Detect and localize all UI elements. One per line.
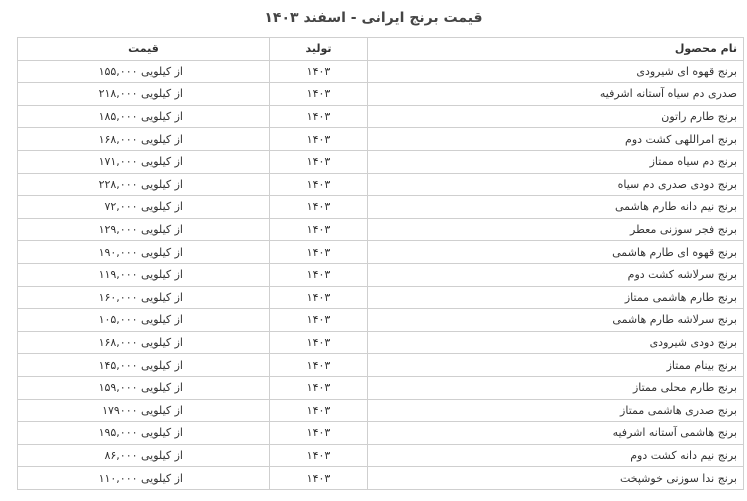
table-row xyxy=(18,218,744,241)
product-name-cell: برنج طارم هاشمی ممتاز xyxy=(368,286,744,309)
table-row xyxy=(18,83,744,106)
table-row xyxy=(18,128,744,151)
header-product-name: نام محصول xyxy=(368,38,744,61)
production-cell: ۱۴۰۳ xyxy=(270,83,368,106)
price-cell: از کیلویی ۱۷۱,۰۰۰ xyxy=(18,150,270,173)
production-cell: ۱۴۰۳ xyxy=(270,241,368,264)
price-cell: از کیلویی ۱۶۰,۰۰۰ xyxy=(18,286,270,309)
table-header-row xyxy=(18,38,744,61)
product-name-cell: برنج فجر سوزنی معطر xyxy=(368,218,744,241)
product-name-cell: برنج طارم محلی ممتاز xyxy=(368,376,744,399)
table-row xyxy=(18,150,744,173)
table-row xyxy=(18,105,744,128)
table-row xyxy=(18,241,744,264)
table-row xyxy=(18,422,744,445)
price-cell: از کیلویی ۱۷۹۰۰۰ xyxy=(18,399,270,422)
production-cell: ۱۴۰۳ xyxy=(270,105,368,128)
price-cell: از کیلویی ۱۶۸,۰۰۰ xyxy=(18,331,270,354)
product-name-cell: برنج طارم راتون xyxy=(368,105,744,128)
product-name-cell: برنج سرلاشه کشت دوم xyxy=(368,263,744,286)
product-name-cell: برنج قهوه ای شیرودی xyxy=(368,60,744,83)
price-cell: از کیلویی ۷۲,۰۰۰ xyxy=(18,196,270,219)
price-table xyxy=(17,37,744,490)
table-row xyxy=(18,263,744,286)
table-row xyxy=(18,444,744,467)
production-cell: ۱۴۰۳ xyxy=(270,422,368,445)
production-cell: ۱۴۰۳ xyxy=(270,218,368,241)
production-cell: ۱۴۰۳ xyxy=(270,309,368,332)
production-cell: ۱۴۰۳ xyxy=(270,354,368,377)
product-name-cell: برنج هاشمی آستانه اشرفیه xyxy=(368,422,744,445)
production-cell: ۱۴۰۳ xyxy=(270,60,368,83)
price-cell: از کیلویی ۲۱۸,۰۰۰ xyxy=(18,83,270,106)
header-production: تولید xyxy=(270,38,368,61)
price-cell: از کیلویی ۱۰۵,۰۰۰ xyxy=(18,309,270,332)
price-cell: از کیلویی ۱۲۹,۰۰۰ xyxy=(18,218,270,241)
price-cell: از کیلویی ۱۵۹,۰۰۰ xyxy=(18,376,270,399)
production-cell: ۱۴۰۳ xyxy=(270,128,368,151)
product-name-cell: برنج نیم دانه کشت دوم xyxy=(368,444,744,467)
price-cell: از کیلویی ۱۵۵,۰۰۰ xyxy=(18,60,270,83)
price-cell: از کیلویی ۱۱۹,۰۰۰ xyxy=(18,263,270,286)
product-name-cell: برنج صدری هاشمی ممتاز xyxy=(368,399,744,422)
table-row xyxy=(18,60,744,83)
production-cell: ۱۴۰۳ xyxy=(270,173,368,196)
product-name-cell: برنج ندا سوزنی خوشپخت xyxy=(368,467,744,490)
header-price: قیمت xyxy=(18,38,270,61)
production-cell: ۱۴۰۳ xyxy=(270,150,368,173)
price-cell: از کیلویی ۱۶۸,۰۰۰ xyxy=(18,128,270,151)
table-row xyxy=(18,399,744,422)
product-name-cell: صدری دم سیاه آستانه اشرفیه xyxy=(368,83,744,106)
production-cell: ۱۴۰۳ xyxy=(270,331,368,354)
price-cell: از کیلویی ۸۶,۰۰۰ xyxy=(18,444,270,467)
table-row xyxy=(18,196,744,219)
production-cell: ۱۴۰۳ xyxy=(270,286,368,309)
table-row xyxy=(18,173,744,196)
price-cell: از کیلویی ۱۴۵,۰۰۰ xyxy=(18,354,270,377)
product-name-cell: برنج دودی شیرودی xyxy=(368,331,744,354)
product-name-cell: برنج بینام ممتاز xyxy=(368,354,744,377)
table-row xyxy=(18,467,744,490)
production-cell: ۱۴۰۳ xyxy=(270,196,368,219)
table-body xyxy=(18,60,744,489)
table-row xyxy=(18,286,744,309)
table-row xyxy=(18,309,744,332)
product-name-cell: برنج نیم دانه طارم هاشمی xyxy=(368,196,744,219)
table-row xyxy=(18,331,744,354)
price-cell: از کیلویی ۱۹۰,۰۰۰ xyxy=(18,241,270,264)
product-name-cell: برنج امراللهی کشت دوم xyxy=(368,128,744,151)
price-cell: از کیلویی ۱۱۰,۰۰۰ xyxy=(18,467,270,490)
price-cell: از کیلویی ۱۸۵,۰۰۰ xyxy=(18,105,270,128)
production-cell: ۱۴۰۳ xyxy=(270,467,368,490)
product-name-cell: برنج سرلاشه طارم هاشمی xyxy=(368,309,744,332)
table-row xyxy=(18,376,744,399)
price-cell: از کیلویی ۲۲۸,۰۰۰ xyxy=(18,173,270,196)
production-cell: ۱۴۰۳ xyxy=(270,376,368,399)
production-cell: ۱۴۰۳ xyxy=(270,263,368,286)
production-cell: ۱۴۰۳ xyxy=(270,444,368,467)
product-name-cell: برنج قهوه ای طارم هاشمی xyxy=(368,241,744,264)
table-row xyxy=(18,354,744,377)
page-title: قیمت برنج ایرانی - اسفند ۱۴۰۳ xyxy=(264,10,483,26)
production-cell: ۱۴۰۳ xyxy=(270,399,368,422)
product-name-cell: برنج دم سیاه ممتاز xyxy=(368,150,744,173)
product-name-cell: برنج دودی صدری دم سیاه xyxy=(368,173,744,196)
price-cell: از کیلویی ۱۹۵,۰۰۰ xyxy=(18,422,270,445)
